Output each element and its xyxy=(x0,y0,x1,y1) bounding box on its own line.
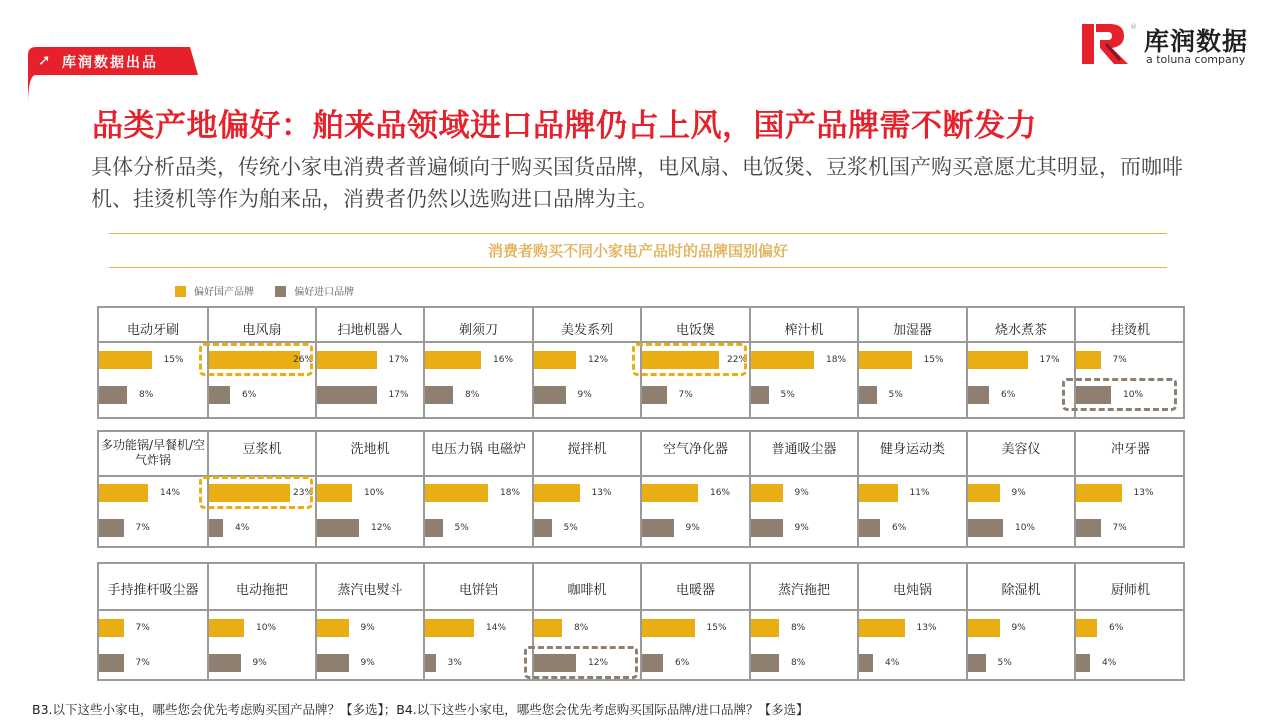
bar-domestic xyxy=(1076,619,1097,637)
bar-imported xyxy=(317,386,377,404)
highlight-box xyxy=(199,476,313,509)
bar-domestic xyxy=(99,484,148,502)
category-label: 普通吸尘器 xyxy=(771,442,837,457)
chart-cell xyxy=(642,432,751,546)
bar-domestic xyxy=(859,619,905,637)
data-label-imported: 10% xyxy=(1015,523,1036,533)
bar-imported xyxy=(425,519,443,537)
category-label: 冲牙器 xyxy=(1110,442,1150,457)
chart-cell xyxy=(209,432,317,546)
chart-title-bar xyxy=(109,233,1167,268)
bar-domestic xyxy=(859,484,898,502)
bar-domestic xyxy=(859,351,912,369)
category-label: 手持推杆吸尘器 xyxy=(107,583,199,598)
brand-tag-label: 库润数据出品 xyxy=(62,55,158,71)
data-label-imported: 9% xyxy=(685,523,700,533)
data-label-domestic: 15% xyxy=(706,623,727,633)
data-label-domestic: 15% xyxy=(163,355,184,365)
category-label: 美容仪 xyxy=(1001,442,1041,457)
chart-cell xyxy=(859,564,968,679)
bar-domestic xyxy=(751,484,783,502)
category-label: 扫地机器人 xyxy=(337,323,403,338)
chart-cell xyxy=(317,432,425,546)
data-label-imported: 5% xyxy=(997,658,1012,668)
category-label: 除湿机 xyxy=(1001,583,1041,598)
bar-domestic xyxy=(317,619,349,637)
chart-cell xyxy=(425,308,534,417)
data-label-imported: 5% xyxy=(454,523,469,533)
cell-divider xyxy=(425,475,532,477)
cell-divider xyxy=(425,341,532,343)
bar-imported xyxy=(642,654,663,672)
bar-imported xyxy=(534,519,552,537)
chart-cell xyxy=(968,308,1076,417)
cell-divider xyxy=(968,341,1074,343)
legend-swatch-imported xyxy=(275,286,286,297)
legend-label-domestic: 偏好国产品牌 xyxy=(194,287,254,298)
bar-imported xyxy=(209,386,230,404)
chart-cell xyxy=(859,432,968,546)
data-label-imported: 10% xyxy=(1123,390,1144,400)
bar-imported xyxy=(425,654,436,672)
bar-imported xyxy=(751,519,783,537)
chart-cell xyxy=(968,564,1076,679)
bar-imported xyxy=(209,654,241,672)
category-label: 电动拖把 xyxy=(235,583,288,598)
bar-imported xyxy=(859,519,880,537)
category-label: 洗地机 xyxy=(350,442,390,457)
category-label: 咖啡机 xyxy=(567,583,607,598)
data-label-imported: 7% xyxy=(135,523,150,533)
legend-domestic xyxy=(175,283,254,298)
cell-divider xyxy=(99,609,207,611)
data-label-domestic: 17% xyxy=(388,355,409,365)
cell-divider xyxy=(642,609,749,611)
data-label-imported: 8% xyxy=(465,390,480,400)
data-label-domestic: 13% xyxy=(916,623,937,633)
cell-divider xyxy=(642,475,749,477)
chart-panel xyxy=(97,306,1185,419)
cell-divider xyxy=(534,609,640,611)
bar-domestic xyxy=(1076,351,1101,369)
bar-domestic xyxy=(99,619,124,637)
chart-cell xyxy=(859,308,968,417)
bar-domestic xyxy=(642,619,695,637)
arrow-icon: ➚ xyxy=(38,51,51,69)
chart-cell xyxy=(317,564,425,679)
data-label-imported: 9% xyxy=(577,390,592,400)
data-label-domestic: 9% xyxy=(1011,488,1026,498)
data-label-domestic: 13% xyxy=(1133,488,1154,498)
chart-cell xyxy=(1076,564,1185,679)
chart-cell xyxy=(642,564,751,679)
chart-legend xyxy=(175,283,372,298)
chart-cell xyxy=(425,432,534,546)
data-label-domestic: 7% xyxy=(1112,355,1127,365)
logo-name: 库润数据 xyxy=(1144,27,1249,56)
bar-domestic xyxy=(642,484,698,502)
data-label-domestic: 9% xyxy=(1011,623,1026,633)
data-label-imported: 7% xyxy=(678,390,693,400)
data-label-imported: 12% xyxy=(371,523,392,533)
bar-imported xyxy=(99,519,124,537)
category-label: 榨汁机 xyxy=(784,323,824,338)
cell-divider xyxy=(425,609,532,611)
cell-divider xyxy=(1076,341,1185,343)
logo-mark-icon xyxy=(1080,22,1136,66)
category-label: 空气净化器 xyxy=(662,442,728,457)
data-label-domestic: 14% xyxy=(486,623,507,633)
bar-domestic xyxy=(534,619,562,637)
bar-domestic xyxy=(968,351,1028,369)
chart-panel xyxy=(97,430,1185,548)
chart-panel xyxy=(97,562,1185,681)
data-label-imported: 8% xyxy=(139,390,154,400)
chart-cell xyxy=(968,432,1076,546)
category-label: 豆浆机 xyxy=(242,442,282,457)
data-label-domestic: 16% xyxy=(710,488,731,498)
category-label: 蒸汽拖把 xyxy=(777,583,830,598)
data-label-imported: 6% xyxy=(892,523,907,533)
bar-imported xyxy=(751,386,769,404)
category-label: 电暖器 xyxy=(675,583,715,598)
bar-domestic xyxy=(209,619,244,637)
data-label-domestic: 15% xyxy=(923,355,944,365)
category-label: 厨师机 xyxy=(1110,583,1150,598)
bar-imported xyxy=(751,654,779,672)
lead-paragraph: 具体分析品类，传统小家电消费者普遍倾向于购买国货品牌，电风扇、电饭煲、豆浆机国产购买意愿尤其明显，而咖啡机、挂烫机等作为舶来品，消费者仍然以选购进口品牌为主。 xyxy=(91,155,1183,211)
chart-cell xyxy=(534,432,642,546)
legend-imported xyxy=(275,283,354,298)
category-label: 电动牙刷 xyxy=(126,323,179,338)
category-label: 美发系列 xyxy=(560,323,613,338)
data-label-imported: 17% xyxy=(388,390,409,400)
bar-imported xyxy=(99,654,124,672)
cell-divider xyxy=(317,341,423,343)
chart-cell xyxy=(751,564,859,679)
data-label-domestic: 12% xyxy=(588,355,609,365)
data-label-domestic: 18% xyxy=(500,488,521,498)
chart-cell xyxy=(99,308,209,417)
bar-domestic xyxy=(317,484,352,502)
data-label-imported: 9% xyxy=(794,523,809,533)
category-label: 电饼铛 xyxy=(458,583,498,598)
category-label: 搅拌机 xyxy=(567,442,607,457)
data-label-imported: 5% xyxy=(780,390,795,400)
bar-imported xyxy=(968,654,986,672)
chart-cell xyxy=(1076,308,1185,417)
data-label-domestic: 9% xyxy=(794,488,809,498)
page-title: 品类产地偏好：舶来品领域进口品牌仍占上风，国产品牌需不断发力 xyxy=(92,108,1037,144)
data-label-domestic: 13% xyxy=(591,488,612,498)
cell-divider xyxy=(968,475,1074,477)
data-label-domestic: 18% xyxy=(826,355,847,365)
registered-mark: ® xyxy=(1130,23,1137,31)
bar-imported xyxy=(968,386,989,404)
bar-imported xyxy=(317,654,349,672)
data-label-imported: 3% xyxy=(447,658,462,668)
chart-cell xyxy=(425,564,534,679)
bar-imported xyxy=(99,386,127,404)
bar-domestic xyxy=(968,619,1000,637)
bar-imported xyxy=(317,519,359,537)
highlight-box xyxy=(1062,378,1177,411)
highlight-box xyxy=(199,343,313,376)
bar-domestic xyxy=(425,484,488,502)
bar-imported xyxy=(1076,654,1090,672)
bar-imported xyxy=(209,519,223,537)
data-label-domestic: 26% xyxy=(293,355,314,365)
category-label: 电饭煲 xyxy=(675,323,715,338)
category-label: 剃须刀 xyxy=(458,323,498,338)
cell-divider xyxy=(751,341,857,343)
chart-cell xyxy=(751,432,859,546)
chart-cell xyxy=(534,564,642,679)
data-label-domestic: 23% xyxy=(293,488,314,498)
chart-cell xyxy=(317,308,425,417)
data-label-domestic: 16% xyxy=(493,355,514,365)
bar-imported xyxy=(859,386,877,404)
chart-cell xyxy=(99,564,209,679)
data-label-domestic: 17% xyxy=(1039,355,1060,365)
bar-domestic xyxy=(751,351,814,369)
chart-cell xyxy=(751,308,859,417)
cell-divider xyxy=(534,341,640,343)
logo-subtitle: a toluna company xyxy=(1146,53,1246,66)
bar-domestic xyxy=(968,484,1000,502)
bar-imported xyxy=(642,386,667,404)
category-label: 加湿器 xyxy=(892,323,932,338)
data-label-imported: 4% xyxy=(885,658,900,668)
chart-cell xyxy=(209,564,317,679)
data-label-imported: 4% xyxy=(1102,658,1117,668)
data-label-imported: 6% xyxy=(1001,390,1016,400)
cell-divider xyxy=(209,609,315,611)
data-label-imported: 6% xyxy=(242,390,257,400)
bar-domestic xyxy=(425,351,481,369)
bar-domestic xyxy=(425,619,474,637)
bar-domestic xyxy=(99,351,152,369)
cell-divider xyxy=(534,475,640,477)
data-label-domestic: 6% xyxy=(1109,623,1124,633)
data-label-imported: 5% xyxy=(563,523,578,533)
highlight-box xyxy=(524,646,638,679)
cell-divider xyxy=(1076,609,1185,611)
category-label: 电炖锅 xyxy=(892,583,932,598)
chart-cell xyxy=(209,308,317,417)
bar-domestic xyxy=(317,351,377,369)
chart-cell xyxy=(534,308,642,417)
data-label-domestic: 8% xyxy=(791,623,806,633)
data-label-imported: 4% xyxy=(235,523,250,533)
category-label: 蒸汽电熨斗 xyxy=(337,583,403,598)
data-label-domestic: 9% xyxy=(360,623,375,633)
cell-divider xyxy=(859,341,966,343)
bar-domestic xyxy=(751,619,779,637)
category-label: 电风扇 xyxy=(242,323,282,338)
bar-imported xyxy=(1076,519,1101,537)
cell-divider xyxy=(859,609,966,611)
data-label-imported: 12% xyxy=(588,658,609,668)
bar-imported xyxy=(534,386,566,404)
brand-tag xyxy=(28,47,198,75)
category-label: 多功能锅/早餐机/空气炸锅 xyxy=(100,438,206,467)
data-label-imported: 5% xyxy=(888,390,903,400)
legend-label-imported: 偏好进口品牌 xyxy=(294,287,355,298)
category-label: 挂烫机 xyxy=(1110,323,1150,338)
data-label-domestic: 11% xyxy=(909,488,930,498)
chart-title: 消费者购买不同小家电产品时的品牌国别偏好 xyxy=(487,242,788,260)
cell-divider xyxy=(859,475,966,477)
data-label-imported: 7% xyxy=(1112,523,1127,533)
bar-imported xyxy=(859,654,873,672)
legend-swatch-domestic xyxy=(175,286,186,297)
cell-divider xyxy=(99,475,207,477)
bar-domestic xyxy=(534,484,580,502)
cell-divider xyxy=(317,609,423,611)
chart-cell xyxy=(99,432,209,546)
highlight-box xyxy=(632,343,747,376)
data-label-imported: 8% xyxy=(791,658,806,668)
bar-domestic xyxy=(1076,484,1122,502)
data-label-imported: 7% xyxy=(135,658,150,668)
data-label-domestic: 7% xyxy=(135,623,150,633)
data-label-imported: 6% xyxy=(675,658,690,668)
cell-divider xyxy=(968,609,1074,611)
cell-divider xyxy=(751,609,857,611)
data-label-domestic: 14% xyxy=(160,488,181,498)
chart-cell xyxy=(642,308,751,417)
data-label-domestic: 10% xyxy=(364,488,385,498)
bar-imported xyxy=(642,519,674,537)
cell-divider xyxy=(751,475,857,477)
data-label-domestic: 10% xyxy=(256,623,277,633)
bar-domestic xyxy=(534,351,576,369)
data-label-domestic: 8% xyxy=(574,623,589,633)
footnote: B3.以下这些小家电，哪些您会优先考虑购买国产品牌？【多选】；B4.以下这些小家电，哪些您会优先考虑购买国际品牌/进口品牌？【多选】 xyxy=(32,702,809,717)
bar-imported xyxy=(425,386,453,404)
data-label-imported: 9% xyxy=(252,658,267,668)
category-label: 烧水煮茶 xyxy=(994,323,1047,338)
cell-divider xyxy=(317,475,423,477)
company-logo xyxy=(1080,22,1260,68)
cell-divider xyxy=(1076,475,1185,477)
data-label-domestic: 22% xyxy=(727,355,748,365)
category-label: 健身运动类 xyxy=(879,442,945,457)
category-label: 电压力锅 电磁炉 xyxy=(430,442,527,457)
data-label-imported: 9% xyxy=(360,658,375,668)
cell-divider xyxy=(99,341,207,343)
bar-imported xyxy=(968,519,1003,537)
chart-cell xyxy=(1076,432,1185,546)
